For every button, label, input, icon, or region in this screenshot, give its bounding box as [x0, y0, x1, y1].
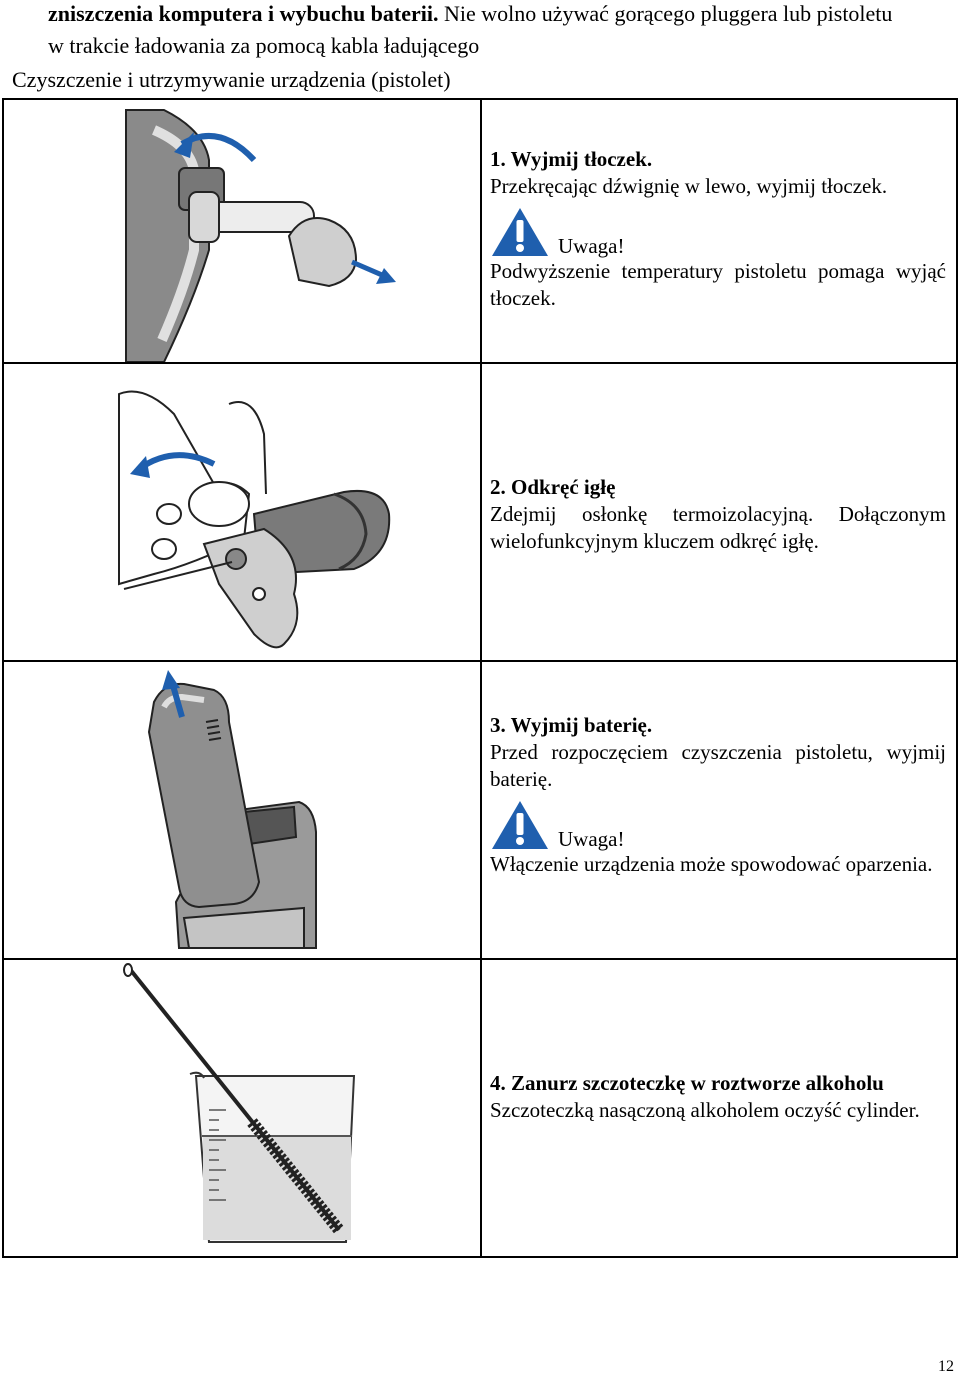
step-2-title: 2. Odkręć igłę — [490, 475, 616, 499]
step-3-image-cell — [3, 661, 481, 959]
warning-triangle-icon — [490, 206, 550, 258]
step-1-text-cell — [481, 99, 957, 363]
step-4-text-cell — [481, 959, 957, 1257]
step-row-1 — [3, 99, 957, 363]
step-3-warning-text: Włączenie urządzenia może spowodować oparzenia. — [490, 852, 933, 876]
step-1-body: Przekręcając dźwignię w lewo, wyjmij tłoczek. — [490, 174, 888, 198]
battery-removal-icon — [4, 662, 480, 958]
step-2-text-cell — [481, 363, 957, 661]
step-row-4 — [3, 959, 957, 1257]
step-3-warning — [490, 801, 946, 851]
brush-beaker-icon — [4, 960, 480, 1256]
step-4-body: Szczoteczką nasączoną alkoholem oczyść cylinder. — [490, 1098, 920, 1122]
step-2-body: Zdejmij osłonkę termoizolacyjną. Dołączonym wielofunkcyjnym kluczem odkręć igłę. — [490, 502, 946, 553]
step-3-warning-label: Uwaga! — [558, 827, 625, 851]
section-title: Czyszczenie i utrzymywanie urządzenia (pistolet) — [12, 67, 451, 92]
intro-line-1-bold: zniszczenia komputera i wybuchu baterii. — [48, 1, 439, 26]
step-4-title: 4. Zanurz szczoteczkę w roztworze alkoholu — [490, 1071, 884, 1095]
intro-line-1 — [48, 0, 892, 28]
wrench-needle-icon — [4, 364, 480, 660]
page-number: 12 — [938, 1358, 954, 1375]
step-1-warning — [490, 208, 946, 258]
warning-triangle-icon — [490, 799, 550, 851]
step-1-warning-text: Podwyższenie temperatury pistoletu pomaga wyjąć tłoczek. — [490, 259, 946, 310]
step-3-title: 3. Wyjmij baterię. — [490, 713, 653, 737]
step-3-text-cell — [481, 661, 957, 959]
step-1-image-cell — [3, 99, 481, 363]
plunger-removal-icon — [4, 100, 480, 362]
step-2-image-cell — [3, 363, 481, 661]
steps-table — [2, 98, 958, 1258]
step-row-2 — [3, 363, 957, 661]
step-1-title: 1. Wyjmij tłoczek. — [490, 147, 653, 171]
intro-line-1-rest: Nie wolno używać gorącego pluggera lub pistoletu — [438, 1, 893, 26]
step-3-body: Przed rozpoczęciem czyszczenia pistoletu, wyjmij baterię. — [490, 740, 946, 791]
step-4-image-cell — [3, 959, 481, 1257]
step-row-3 — [3, 661, 957, 959]
step-1-warning-label: Uwaga! — [558, 234, 625, 258]
intro-line-2: w trakcie ładowania za pomocą kabla ładującego — [48, 33, 480, 58]
